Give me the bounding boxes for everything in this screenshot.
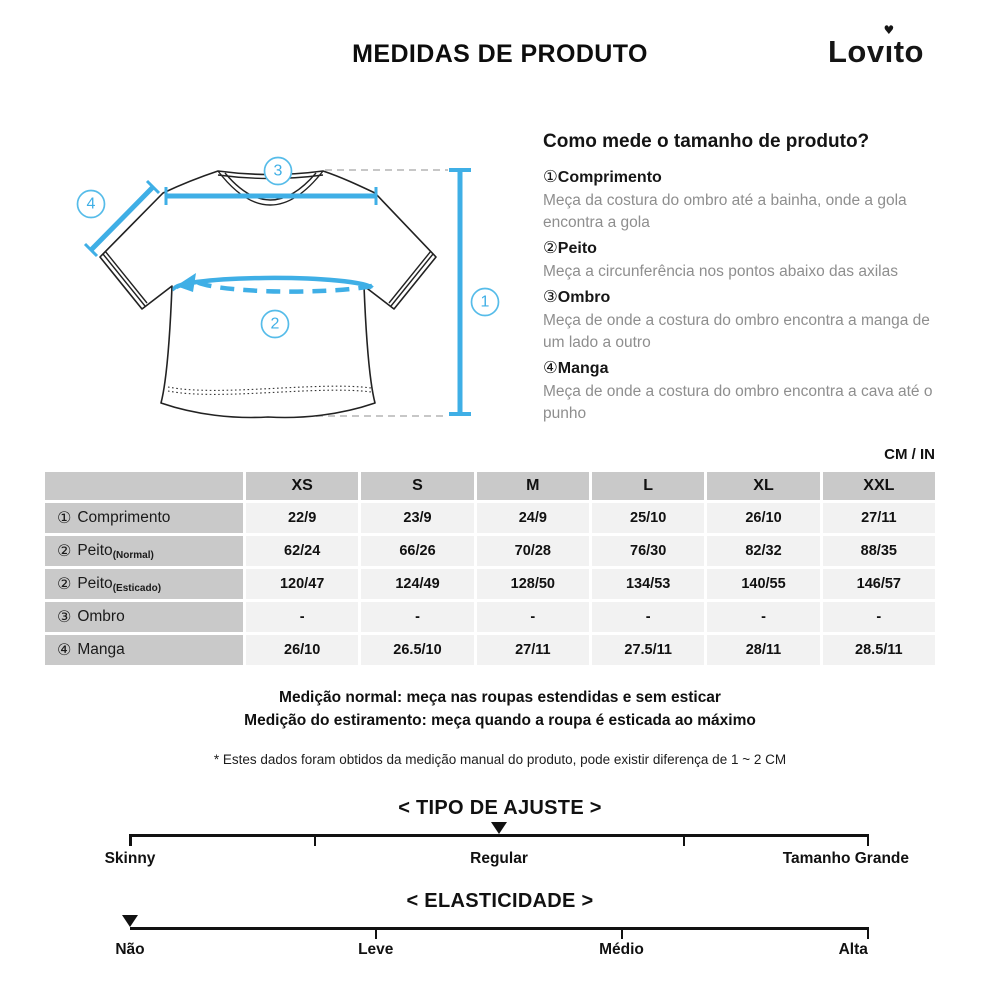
table-cell: 25/10: [592, 503, 704, 533]
callout-sleeve: 4: [86, 195, 96, 213]
table-cell: -: [477, 602, 589, 632]
elasticity-marker-icon: [122, 915, 138, 927]
table-cell: 88/35: [823, 536, 935, 566]
elasticity-label-leve: Leve: [358, 941, 394, 958]
heart-icon: ♥: [883, 23, 895, 37]
size-col-header: XS: [246, 472, 358, 500]
elasticity-scale-track: [130, 927, 868, 930]
instruction-label-ombro: ③Ombro: [543, 288, 611, 306]
row-label-comprimento: ① Comprimento: [45, 503, 243, 533]
table-cell: 22/9: [246, 503, 358, 533]
table-cell: 23/9: [361, 503, 473, 533]
size-col-header: M: [477, 472, 589, 500]
instruction-desc-ombro: Meça de onde a costura do ombro encontra a manga de um lado a outro: [543, 312, 930, 351]
table-cell: 82/32: [707, 536, 819, 566]
scale-tick: [867, 927, 870, 939]
elasticity-label-medio: Médio: [599, 941, 644, 958]
fit-scale-title: < TIPO DE AJUSTE >: [398, 797, 602, 819]
size-col-header: S: [361, 472, 473, 500]
table-cell: 128/50: [477, 569, 589, 599]
size-col-header: L: [592, 472, 704, 500]
instruction-label-comprimento: ①Comprimento: [543, 168, 662, 186]
table-cell: -: [707, 602, 819, 632]
table-cell: -: [361, 602, 473, 632]
elasticity-scale-title: < ELASTICIDADE >: [406, 890, 594, 912]
table-cell: 27/11: [477, 635, 589, 665]
callout-chest: 2: [270, 315, 280, 333]
tshirt-diagram: [58, 140, 538, 450]
fit-marker-icon: [491, 822, 507, 834]
note-stretch: Medição do estiramento: meça quando a roupa é esticada ao máximo: [244, 712, 756, 729]
size-col-header: XL: [707, 472, 819, 500]
row-label-peito-esticado: ② Peito (Esticado): [45, 569, 243, 599]
instructions-heading: Como mede o tamanho de produto?: [543, 131, 870, 152]
disclaimer-note: * Estes dados foram obtidos da medição manual do produto, pode existir diferença de 1 ~ 2 CM: [213, 752, 787, 767]
table-cell: 120/47: [246, 569, 358, 599]
instruction-desc-peito: Meça a circunferência nos pontos abaixo das axilas: [543, 263, 898, 280]
instruction-label-manga: ④Manga: [543, 359, 609, 377]
table-cell: 24/9: [477, 503, 589, 533]
size-table: [45, 472, 935, 665]
row-label-ombro: ③ Ombro: [45, 602, 243, 632]
scale-tick: [621, 927, 624, 939]
table-cell: 146/57: [823, 569, 935, 599]
table-cell: 26/10: [246, 635, 358, 665]
table-cell: 27/11: [823, 503, 935, 533]
table-cell: 66/26: [361, 536, 473, 566]
instruction-label-peito: ②Peito: [543, 239, 597, 257]
scale-tick: [314, 834, 317, 846]
elasticity-label-nao: Não: [115, 941, 145, 958]
table-cell: 70/28: [477, 536, 589, 566]
fit-scale-labels: [104, 850, 910, 870]
table-cell: -: [246, 602, 358, 632]
table-cell: 28.5/11: [823, 635, 935, 665]
table-cell: 124/49: [361, 569, 473, 599]
measurement-notes: [0, 686, 1000, 732]
fit-label-regular: Regular: [470, 850, 528, 867]
measure-instructions: [543, 131, 947, 427]
instruction-desc-comprimento: Meça da costura do ombro até a bainha, onde a gola encontra a gola: [543, 192, 907, 231]
unit-label: CM / IN: [884, 446, 935, 463]
size-col-header: XXL: [823, 472, 935, 500]
callout-length: 1: [480, 293, 490, 311]
scale-tick: [867, 834, 870, 846]
table-cell: 76/30: [592, 536, 704, 566]
table-cell: 27.5/11: [592, 635, 704, 665]
table-corner-cell: [45, 472, 243, 500]
fit-label-skinny: Skinny: [104, 850, 156, 867]
table-cell: -: [592, 602, 704, 632]
table-cell: 28/11: [707, 635, 819, 665]
page-title: MEDIDAS DE PRODUTO: [352, 40, 648, 68]
table-cell: -: [823, 602, 935, 632]
table-cell: 140/55: [707, 569, 819, 599]
table-cell: 62/24: [246, 536, 358, 566]
fit-label-tamanho-grande: Tamanho Grande: [782, 850, 910, 867]
note-normal: Medição normal: meça nas roupas estendidas e sem esticar: [279, 689, 721, 706]
table-cell: 134/53: [592, 569, 704, 599]
tshirt-illustration: [58, 140, 538, 450]
elasticity-label-alta: Alta: [838, 941, 868, 958]
scale-tick: [375, 927, 378, 939]
row-label-manga: ④ Manga: [45, 635, 243, 665]
tshirt-outline: [100, 171, 436, 417]
table-cell: 26.5/10: [361, 635, 473, 665]
table-cell: 26/10: [707, 503, 819, 533]
instruction-desc-manga: Meça de onde a costura do ombro encontra a cava até o punho: [543, 383, 933, 422]
row-label-peito-normal: ② Peito (Normal): [45, 536, 243, 566]
callout-shoulder: 3: [273, 162, 283, 180]
scale-tick: [129, 834, 132, 846]
scale-tick: [683, 834, 686, 846]
elasticity-scale-labels: [115, 941, 868, 961]
fit-scale-track: [130, 834, 868, 837]
brand-logo: Lovı ♥ to: [827, 23, 924, 69]
